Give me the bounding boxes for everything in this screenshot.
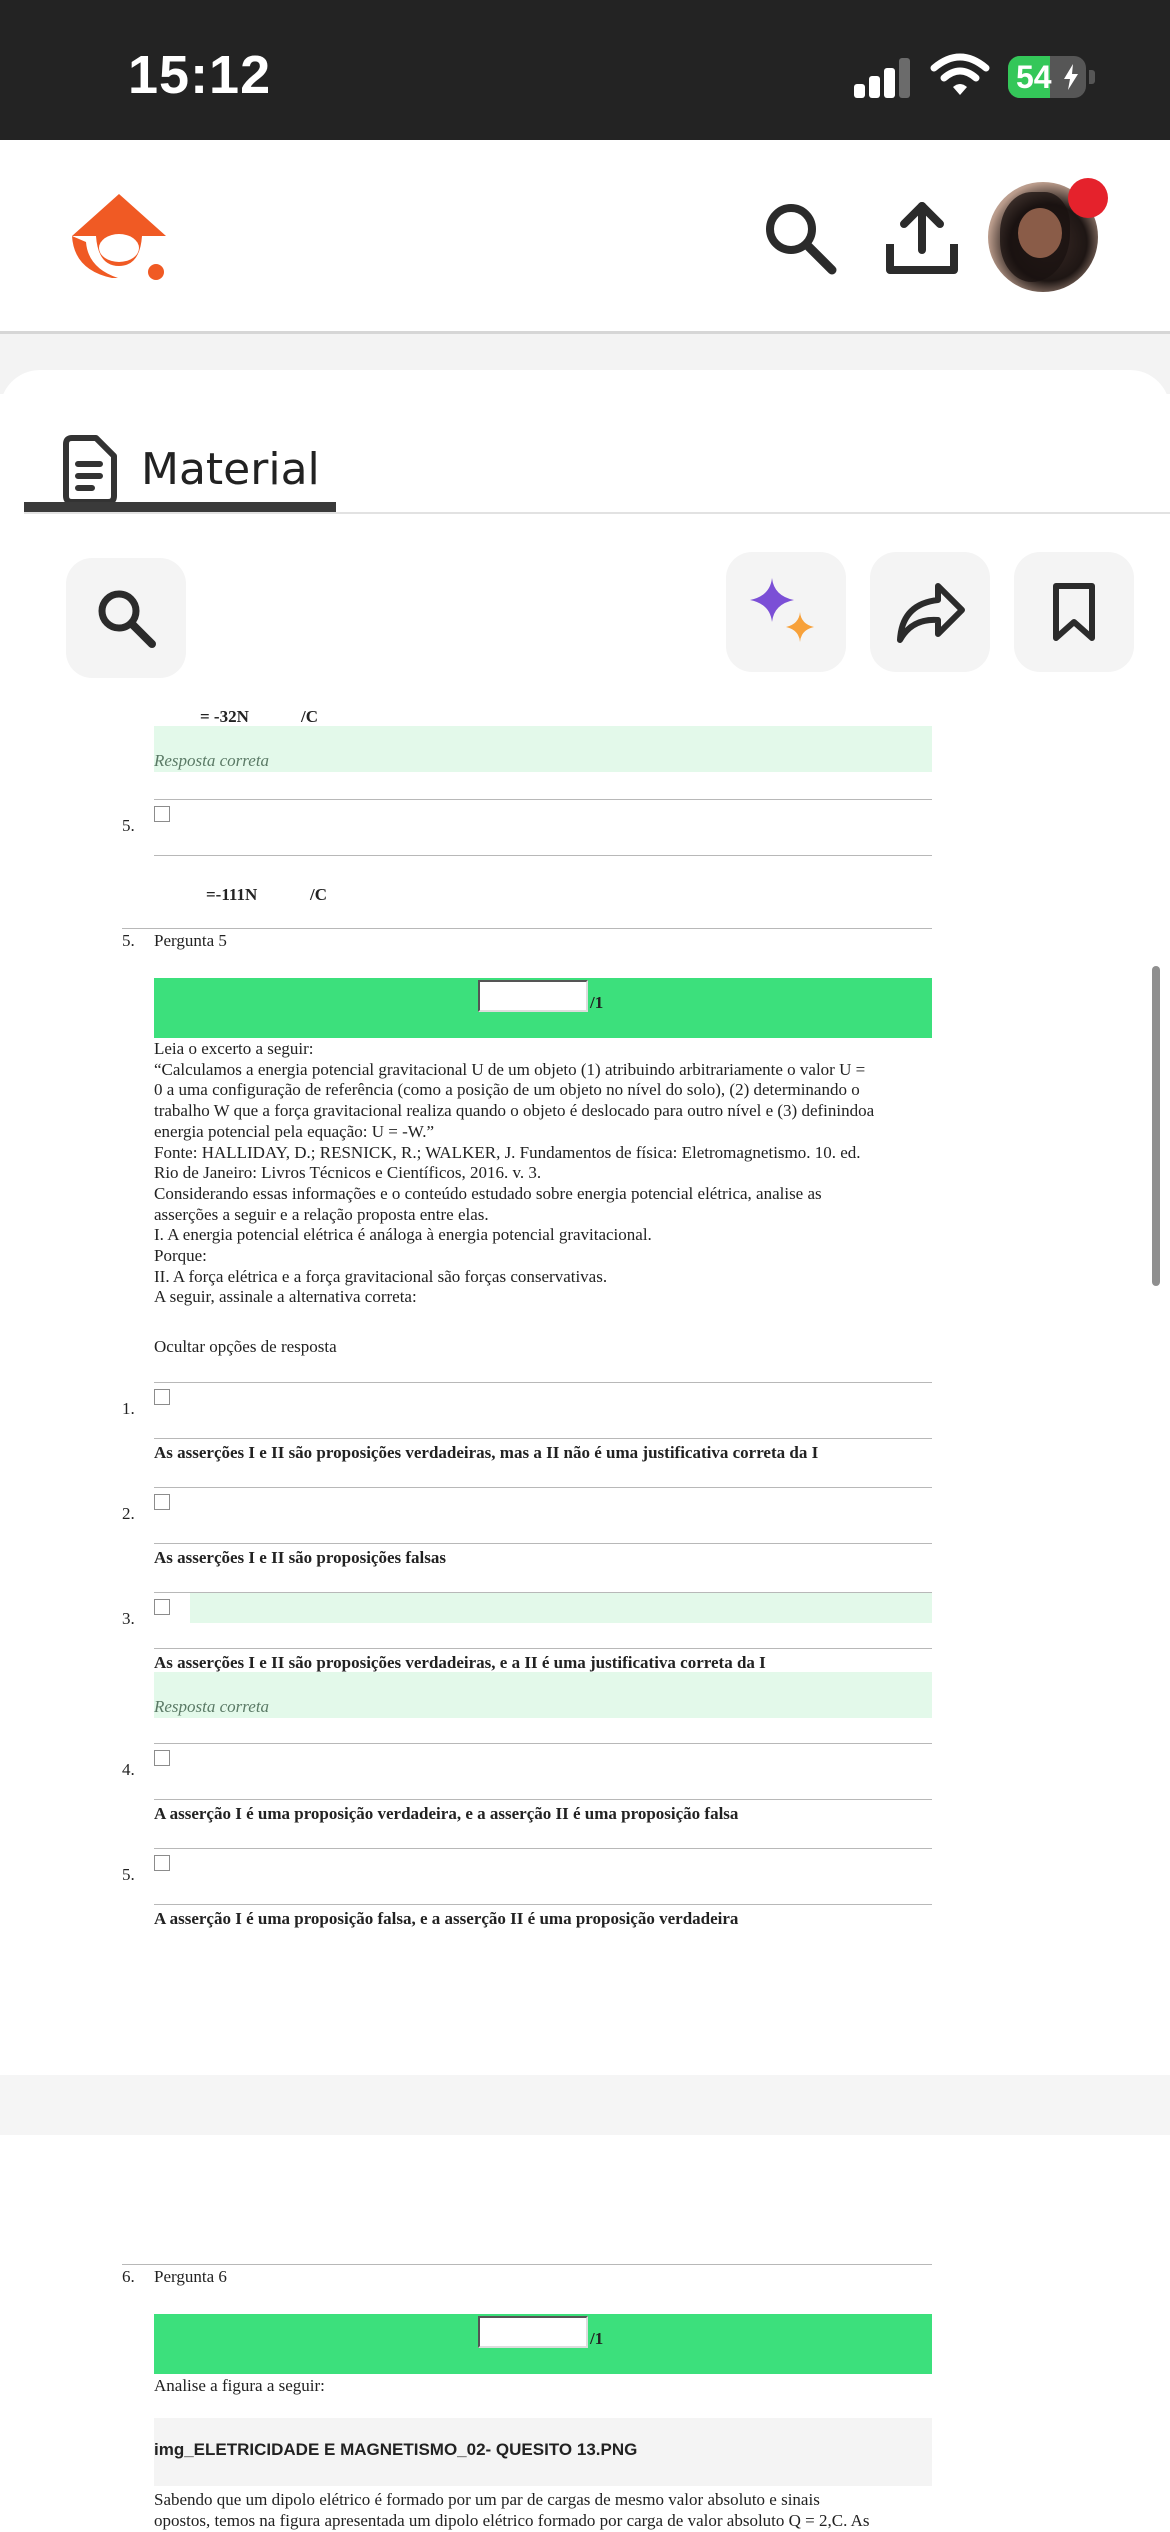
statement-line: Porque: xyxy=(154,1246,207,1266)
question-number: 6. xyxy=(122,2267,135,2286)
question-statement xyxy=(154,2490,932,2531)
separator xyxy=(154,1543,932,1544)
separator xyxy=(154,1487,932,1488)
option-value: =-111N xyxy=(206,885,258,904)
statement-line: trabalho W que a força gravitacional realiza quando o objeto é deslocado para outro nível e (3) definindoa xyxy=(154,1101,875,1121)
search-icon xyxy=(92,584,160,652)
separator xyxy=(154,855,932,856)
statement-line: energia potencial pela equação: U = -W.” xyxy=(154,1121,435,1141)
separator xyxy=(122,2264,932,2265)
score-suffix: /1 xyxy=(590,993,604,1012)
question-title: Pergunta 5 xyxy=(154,931,227,950)
hide-options-link[interactable]: Ocultar opções de resposta xyxy=(154,1337,337,1356)
separator xyxy=(154,1648,932,1649)
score-suffix: /1 xyxy=(590,2329,604,2348)
app-header xyxy=(0,140,1170,334)
correct-answer-highlight xyxy=(154,1672,932,1718)
statement-line: Rio de Janeiro: Livros Técnicos e Científicos, 2016. v. 3. xyxy=(154,1163,542,1183)
tab-label: Material xyxy=(141,444,320,495)
statement-line: Considerando essas informações e o conteúdo estudado sobre energia potencial elétrica, analise as xyxy=(154,1183,822,1203)
sparkle-icon xyxy=(748,576,820,648)
option-text[interactable]: As asserções I e II são proposições falsas xyxy=(154,1548,446,1567)
option-number: 1. xyxy=(122,1399,135,1418)
option-unit: /C xyxy=(310,885,327,904)
separator xyxy=(154,1743,932,1744)
ai-assistant-button[interactable] xyxy=(726,552,846,672)
option-checkbox[interactable] xyxy=(154,1750,170,1766)
search-icon[interactable] xyxy=(760,198,840,278)
document-icon xyxy=(60,434,120,506)
statement-line: A seguir, assinale a alternativa correta: xyxy=(154,1287,417,1307)
option-text[interactable]: As asserções I e II são proposições verdadeiras, e a II é uma justificativa correta da I xyxy=(154,1653,766,1672)
question-intro: Analise a figura a seguir: xyxy=(154,2376,325,2395)
option-text[interactable]: As asserções I e II são proposições verdadeiras, mas a II não é uma justificativa correta da I xyxy=(154,1443,819,1462)
separator xyxy=(154,1438,932,1439)
status-bar xyxy=(0,0,1170,140)
battery-percent: 54 xyxy=(1016,59,1052,95)
share-icon xyxy=(894,580,966,644)
correct-answer-highlight xyxy=(154,726,932,772)
tab-material[interactable] xyxy=(24,400,336,542)
option-number: 3. xyxy=(122,1609,135,1628)
correct-answer-label: Resposta correta xyxy=(154,751,270,770)
separator xyxy=(122,928,932,929)
option-checkbox[interactable] xyxy=(154,806,170,822)
option-text[interactable]: A asserção I é uma proposição verdadeira, e a asserção II é uma proposição falsa xyxy=(154,1804,739,1823)
correct-answer-label: Resposta correta xyxy=(154,1697,270,1716)
question-statement xyxy=(154,1039,932,1308)
status-time: 15:12 xyxy=(128,45,272,105)
separator xyxy=(154,1382,932,1383)
bookmark-icon xyxy=(1050,582,1098,642)
statement-line: Leia o excerto a seguir: xyxy=(154,1039,314,1058)
charging-bolt-icon xyxy=(1062,64,1080,90)
notification-badge xyxy=(1068,178,1108,218)
statement-line: I. A energia potencial elétrica é análoga à energia potencial gravitacional. xyxy=(154,1225,652,1245)
wifi-icon xyxy=(930,52,990,98)
question-title: Pergunta 6 xyxy=(154,2267,227,2286)
statement-line: Sabendo que um dipolo elétrico é formado por um par de cargas de mesmo valor absoluto e sinais xyxy=(154,2490,820,2509)
tab-divider xyxy=(24,512,1170,514)
option-text[interactable]: A asserção I é uma proposição falsa, e a asserção II é uma proposição verdadeira xyxy=(154,1909,739,1928)
option-checkbox[interactable] xyxy=(154,1855,170,1871)
option-number: 4. xyxy=(122,1760,135,1779)
document-search-button[interactable] xyxy=(66,558,186,678)
option-checkbox[interactable] xyxy=(154,1599,170,1615)
selected-option-highlight xyxy=(190,1593,932,1623)
active-tab-indicator xyxy=(24,502,336,512)
option-number: 5. xyxy=(122,816,135,835)
statement-line: “Calculamos a energia potencial gravitacional U de um objeto (1) atribuindo arbitrariamente o valor U = xyxy=(154,1059,866,1079)
statement-line: opostos, temos na figura apresentada um dipolo elétrico formado por carga de valor absoluto Q = 2,C. As xyxy=(154,2510,870,2530)
figure-placeholder xyxy=(154,2418,932,2486)
cellular-signal-icon xyxy=(854,58,914,98)
battery-indicator xyxy=(1008,56,1086,98)
question-number: 5. xyxy=(122,931,135,950)
statement-line: Fonte: HALLIDAY, D.; RESNICK, R.; WALKER, J. Fundamentos de física: Eletromagnetismo. 10. ed. xyxy=(154,1142,861,1162)
separator xyxy=(154,1848,932,1849)
field-unit: /C xyxy=(301,707,318,726)
statement-line: II. A força elétrica e a força gravitacional são forças conservativas. xyxy=(154,1266,608,1286)
scrollbar[interactable] xyxy=(1152,966,1160,1286)
bookmark-button[interactable] xyxy=(1014,552,1134,672)
option-number: 5. xyxy=(122,1865,135,1884)
option-checkbox[interactable] xyxy=(154,1494,170,1510)
share-button[interactable] xyxy=(870,552,990,672)
field-value: = -32N xyxy=(200,707,249,726)
option-number: 2. xyxy=(122,1504,135,1523)
upload-icon[interactable] xyxy=(882,198,962,278)
score-input[interactable] xyxy=(478,980,588,1012)
logo-icon[interactable] xyxy=(66,192,172,284)
statement-line: asserções a seguir e a relação proposta entre elas. xyxy=(154,1204,489,1224)
separator xyxy=(154,799,932,800)
separator xyxy=(154,1904,932,1905)
battery-cap xyxy=(1089,70,1095,84)
separator xyxy=(154,1799,932,1800)
statement-line: 0 a uma configuração de referência (como a posição de um objeto no nível do solo), (2) determinando o xyxy=(154,1080,860,1100)
score-input[interactable] xyxy=(478,2316,588,2348)
option-checkbox[interactable] xyxy=(154,1389,170,1405)
page-break xyxy=(0,2075,1170,2135)
figure-caption: img_ELETRICIDADE E MAGNETISMO_02- QUESITO 13.PNG xyxy=(154,2440,638,2459)
